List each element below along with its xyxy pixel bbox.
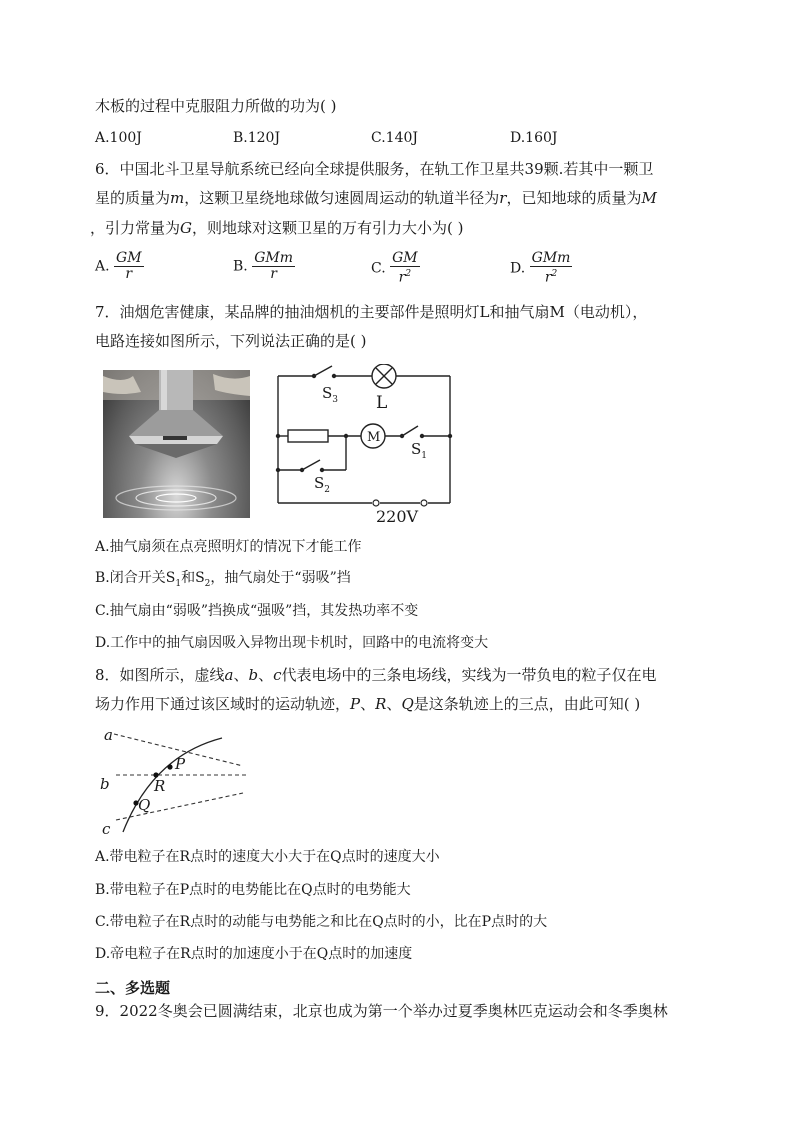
q7-stem-line2: 电路连接如图所示，下列说法正确的是( ) — [95, 332, 367, 350]
field-lines-figure — [98, 726, 250, 838]
circuit-diagram — [268, 364, 460, 524]
switch-s3-label: $S_3$ — [322, 384, 339, 405]
label-c: c — [102, 820, 111, 838]
point-p — [167, 764, 172, 769]
switch-s1-label: $S_1$ — [411, 440, 428, 461]
q6-option-a: A. $\frac{GM}{r}$ — [95, 250, 142, 282]
label-a: a — [104, 726, 113, 744]
q9-stem-line1: 9．2022冬奥会已圆满结束，北京也成为第一个举办过夏季奥林匹克运动会和冬季奥林 — [95, 1002, 668, 1020]
q8-option-a: A.带电粒子在R点时的速度大小大于在Q点时的速度大小 — [95, 849, 440, 865]
q5-stem: 木板的过程中克服阻力所做的功为( ) — [95, 97, 337, 115]
label-b: b — [100, 775, 110, 793]
q6-stem-line1: 6．中国北斗卫星导航系统已经向全球提供服务，在轨工作卫星共39颗.若其中一颗卫 — [95, 160, 654, 178]
switch-s2-label: $S_2$ — [314, 474, 331, 495]
q6-stem-line2: 星的质量为m，这颗卫星绕地球做匀速圆周运动的轨道半径为r，已知地球的质量为M — [95, 189, 657, 207]
trajectory-curve — [123, 738, 222, 832]
q5-option-d: D.160J — [510, 130, 558, 146]
q5-option-b: B.120J — [233, 130, 281, 146]
label-p: P — [175, 755, 186, 773]
q7-stem-line1: 7．油烟危害健康，某品牌的抽油烟机的主要部件是照明灯L和抽气扇M（电动机）， — [95, 303, 648, 321]
q7-option-c: C.抽气扇由“弱吸”挡换成“强吸”挡，其发热功率不变 — [95, 603, 419, 619]
range-hood-photo — [103, 370, 250, 518]
lamp-label: L — [376, 393, 388, 413]
q7-option-d: D.工作中的抽气扇因吸入异物出现卡机时，回路中的电流将变大 — [95, 635, 489, 651]
q8-option-b: B.带电粒子在P点时的电势能比在Q点时的电势能大 — [95, 882, 411, 898]
q5-option-a: A.100J — [95, 130, 142, 146]
label-q: Q — [138, 796, 151, 814]
q6-option-b: B. $\frac{\text{GMm}}{r}$ — [233, 250, 293, 282]
q8-stem-line1: 8．如图所示，虚线a、b、c代表电场中的三条电场线，实线为一带负电的粒子仅在电 — [95, 666, 657, 684]
q5-option-c: C.140J — [371, 130, 418, 146]
q7-option-b: B.闭合开关$S_1$和$S_2$，抽气扇处于“弱吸”挡 — [95, 570, 351, 589]
section-heading-multiple-choice: 二、多选题 — [95, 979, 171, 997]
q6-option-d: D. $\frac{\text{GMm}}{r^2}$ — [510, 250, 571, 286]
label-r: R — [154, 777, 166, 795]
q6-option-c: C. $\frac{GM}{r^2}$ — [371, 250, 418, 286]
q6-stem-line3: ，引力常量为G，则地球对这颗卫星的万有引力大小为( ) — [90, 219, 464, 237]
q8-option-d: D.帝电粒子在R点时的加速度小于在Q点时的加速度 — [95, 946, 413, 962]
q8-option-c: C.带电粒子在R点时的动能与电势能之和比在Q点时的小，比在P点时的大 — [95, 914, 548, 930]
motor-label: M — [367, 430, 381, 445]
source-voltage-label: 220V — [376, 507, 419, 524]
q7-option-a: A.抽气扇须在点亮照明灯的情况下才能工作 — [95, 539, 362, 555]
q8-stem-line2: 场力作用下通过该区域时的运动轨迹，P、R、Q是这条轨迹上的三点，由此可知( ) — [95, 695, 641, 713]
